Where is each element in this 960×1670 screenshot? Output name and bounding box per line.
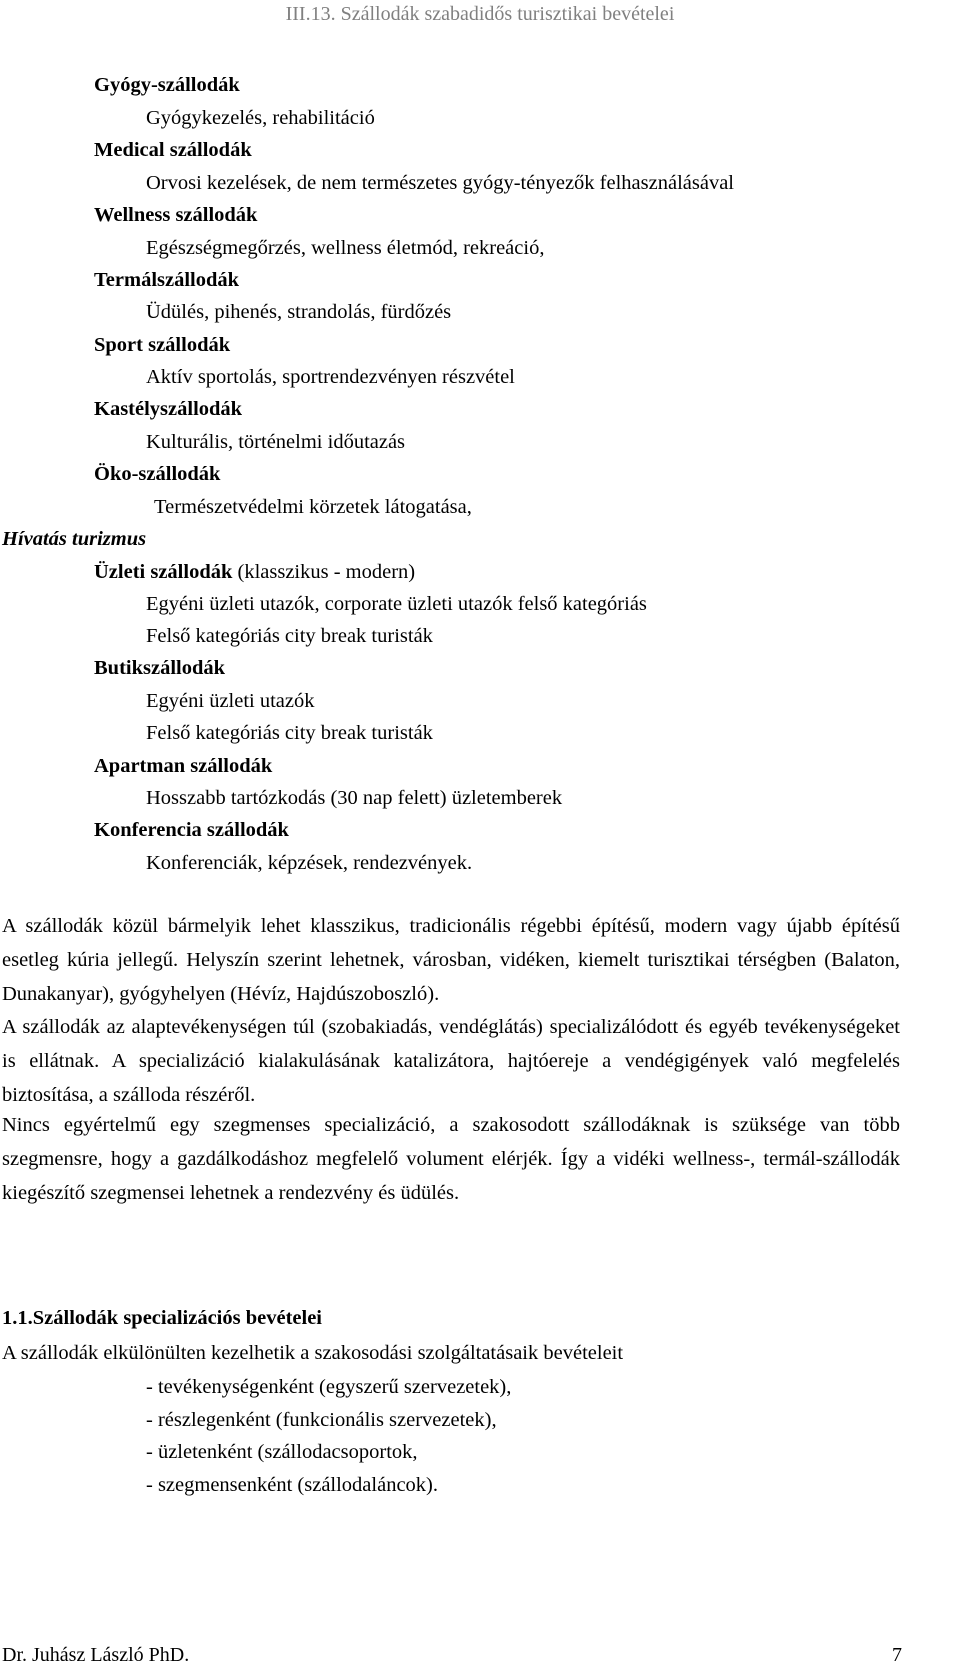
hotel-type-name: Üzleti szállodák	[94, 561, 233, 583]
page-number: 7	[892, 1644, 902, 1666]
hotel-type-name: Termálszállodák	[94, 269, 240, 291]
list-item: - üzletenként (szállodacsoportok,	[146, 1441, 418, 1463]
hotel-type-name: Konferencia szállodák	[94, 819, 289, 841]
list-item: - részlegenként (funkcionális szervezetek),	[146, 1409, 497, 1431]
body-paragraph: Nincs egyértelmű egy szegmenses specializáció, a szakosodott szállodáknak is szüksége van több szegmensre, hogy a gazdálkodáshoz megfelelő volument elérjék. Így a vidéki wellness-, termál-szállodák kiegészítő szegmensei lehetnek a rendezvény és üdülés.	[2, 1114, 900, 1204]
hotel-type-desc: Egészségmegőrzés, wellness életmód, rekreáció,	[146, 237, 545, 259]
list-item: - tevékenységenként (egyszerű szervezetek),	[146, 1376, 512, 1398]
hotel-type-name: Gyógy-szállodák	[94, 74, 240, 96]
hotel-type-name: Kastélyszállodák	[94, 398, 243, 420]
hotel-type-desc: Konferenciák, képzések, rendezvények.	[146, 852, 473, 874]
hotel-type-desc: Orvosi kezelések, de nem természetes gyógy-tényezők felhasználásával	[146, 172, 734, 194]
business-tourism-heading: Hívatás turizmus	[2, 528, 147, 550]
hotel-type-name: Apartman szállodák	[94, 755, 273, 777]
hotel-type-name: Sport szállodák	[94, 334, 231, 356]
footer-author: Dr. Juhász László PhD.	[2, 1644, 190, 1666]
hotel-type-desc: Aktív sportolás, sportrendezvényen részvétel	[146, 366, 515, 388]
hotel-type-desc: Természetvédelmi körzetek látogatása,	[154, 496, 472, 518]
list-item: - szegmensenként (szállodaláncok).	[146, 1474, 439, 1496]
hotel-type-name: Butikszállodák	[94, 657, 226, 679]
hotel-type-desc: Felső kategóriás city break turisták	[146, 625, 433, 647]
page-header: III.13. Szállodák szabadidős turisztikai bevételei	[285, 3, 675, 25]
hotel-type-desc: Felső kategóriás city break turisták	[146, 722, 433, 744]
hotel-type-name: Wellness szállodák	[94, 204, 258, 226]
hotel-type-desc: Üdülés, pihenés, strandolás, fürdőzés	[146, 301, 452, 323]
hotel-type-desc: Kulturális, történelmi időutazás	[146, 431, 406, 453]
hotel-type-desc: Egyéni üzleti utazók, corporate üzleti utazók felső kategóriás	[146, 593, 647, 615]
hotel-type-uzleti	[94, 560, 415, 584]
hotel-type-name: Öko-szállodák	[94, 463, 221, 485]
hotel-type-desc: Egyéni üzleti utazók	[146, 690, 315, 712]
body-paragraph: A szállodák az alaptevékenységen túl (szobakiadás, vendéglátás) specializálódott és egyéb tevékenységeket is ellátnak. A specializáció kialakulásának katalizátora, hajtóereje a vendégigények való megfelelés biztosítása, a szálloda részéről.	[2, 1016, 900, 1106]
section-intro: A szállodák elkülönülten kezelhetik a szakosodási szolgáltatásaik bevételeit	[2, 1342, 624, 1364]
body-paragraph: A szállodák közül bármelyik lehet klasszikus, tradicionális régebbi építésű, modern vagy újabb építésű esetleg kúria jellegű. Helyszín szerint lehetnek, városban, vidéken, kiemelt turisztikai térségben (Balaton, Dunakanyar), gyógyhelyen (Hévíz, Hajdúszoboszló).	[2, 915, 900, 1005]
hotel-type-suffix: (klasszikus - modern)	[232, 561, 416, 583]
hotel-type-desc: Gyógykezelés, rehabilitáció	[146, 107, 375, 129]
hotel-type-desc: Hosszabb tartózkodás (30 nap felett) üzletemberek	[146, 787, 563, 809]
section-title: 1.1.Szállodák specializációs bevételei	[2, 1307, 322, 1329]
page-footer	[2, 1643, 902, 1667]
hotel-type-name: Medical szállodák	[94, 139, 252, 161]
